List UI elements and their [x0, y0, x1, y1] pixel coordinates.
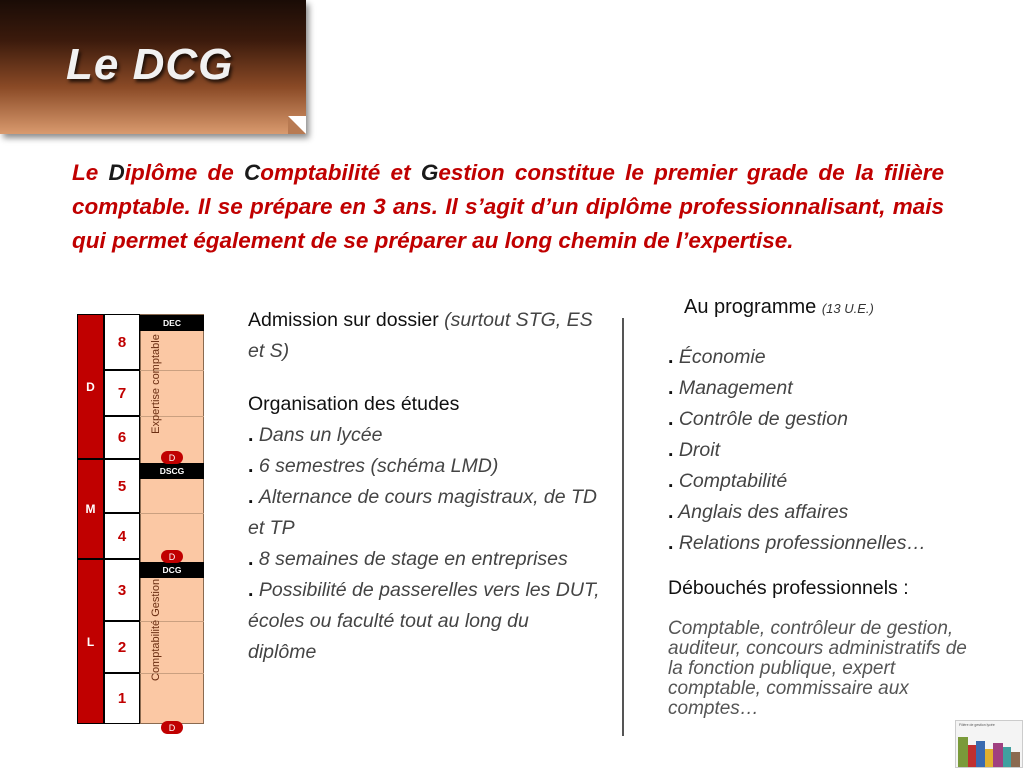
bullet: .: [248, 455, 254, 477]
intro-initial-d: D: [108, 160, 125, 185]
degree-cell-m: M: [77, 459, 104, 559]
year-cell-8: 8: [104, 314, 140, 370]
programme-item: [668, 528, 926, 559]
bullet: .: [668, 532, 674, 554]
programme-heading: [684, 296, 874, 319]
logo-building: [976, 741, 985, 767]
programme-item-text: Droit: [678, 439, 721, 461]
banner-fold: [288, 116, 306, 134]
programme-item: [668, 373, 926, 404]
logo-building: [958, 737, 968, 767]
organisation-item: [248, 575, 600, 668]
bullet: .: [248, 579, 254, 601]
programme-item-text: Relations professionnelles…: [678, 532, 926, 554]
organisation-heading: Organisation des études: [248, 393, 460, 415]
band-label-comptabilite: Comptabilité Gestion: [150, 578, 162, 681]
organisation-item: [248, 420, 600, 451]
logo-building: [968, 745, 976, 767]
debouches-heading: Débouchés professionnels :: [668, 577, 909, 599]
programme-item: [668, 404, 926, 435]
admission-heading: Admission sur dossier: [248, 309, 439, 331]
degree-cell-d: D: [77, 314, 104, 459]
block-label-dcg: DCG: [140, 562, 204, 578]
bullet: .: [668, 470, 674, 492]
bullet: .: [668, 377, 674, 399]
block-label-dscg: DSCG: [140, 463, 204, 479]
admission-block: [248, 305, 600, 367]
intro-paragraph: [72, 156, 944, 258]
band-divider: [140, 513, 204, 514]
bullet: .: [668, 346, 674, 368]
logo-caption: Filière de gestion lycée: [959, 723, 995, 727]
bullet: .: [668, 501, 674, 523]
programme-item-text: Économie: [678, 346, 766, 368]
intro-part-4: estion constitue le premier grade de la filière comptable. Il se prépare en 3 ans. Il s’agit d’un diplôme professionnalisant, mais qui permet également de se préparer au long chemin de l’expertise.: [72, 160, 944, 253]
programme-item-text: Management: [678, 377, 793, 399]
intro-part-2: iplôme de: [124, 160, 245, 185]
year-cell-2: 2: [104, 621, 140, 673]
organisation-item: [248, 544, 600, 575]
programme-item: [668, 342, 926, 373]
admission-organisation-column: [248, 305, 600, 668]
diploma-pill: D: [161, 550, 183, 563]
programme-item: [668, 497, 926, 528]
bullet: .: [668, 408, 674, 430]
diploma-pill: D: [161, 721, 183, 734]
vertical-divider: [622, 318, 624, 736]
logo-building: [993, 743, 1003, 767]
programme-item-text: Contrôle de gestion: [678, 408, 848, 430]
logo-building: [985, 749, 993, 767]
band-label-expertise: Expertise comptable: [150, 334, 162, 434]
school-logo: [955, 720, 1023, 768]
intro-part-3: omptabilité et: [260, 160, 421, 185]
intro-initial-g: G: [420, 160, 439, 185]
intro-part-1: Le: [72, 160, 109, 185]
bullet: .: [248, 548, 254, 570]
bullet: .: [248, 486, 254, 508]
year-cell-6: 6: [104, 416, 140, 459]
programme-heading-text: Au programme: [684, 296, 817, 318]
year-cell-1: 1: [104, 673, 140, 724]
programme-count: (13 U.E.): [821, 301, 874, 316]
programme-list: [668, 342, 926, 559]
block-label-dec: DEC: [140, 315, 204, 331]
diploma-pill: D: [161, 451, 183, 464]
year-cell-5: 5: [104, 459, 140, 513]
organisation-item-text: Alternance de cours magistraux, de TD et TP: [248, 486, 597, 539]
programme-item-text: Anglais des affaires: [678, 501, 849, 523]
organisation-item-text: Possibilité de passerelles vers les DUT, écoles ou faculté tout au long du diplôme: [248, 579, 600, 663]
organisation-item-text: Dans un lycée: [258, 424, 383, 446]
programme-item-text: Comptabilité: [678, 470, 788, 492]
bullet: .: [668, 439, 674, 461]
year-cell-7: 7: [104, 370, 140, 416]
programme-item: [668, 435, 926, 466]
organisation-item-text: 6 semestres (schéma LMD): [258, 455, 499, 477]
organisation-item: [248, 451, 600, 482]
logo-building: [1003, 747, 1011, 767]
debouches-text: Comptable, contrôleur de gestion, auditeur, concours administratifs de la fonction publique, expert comptable, commissaire aux comptes…: [668, 618, 967, 719]
admission-note: (surtout STG, ES et S): [248, 309, 593, 362]
logo-building: [1011, 752, 1020, 767]
slide-title: Le DCG: [66, 40, 234, 89]
degree-cell-l: L: [77, 559, 104, 724]
year-cell-4: 4: [104, 513, 140, 559]
bullet: .: [248, 424, 254, 446]
organisation-item-text: 8 semaines de stage en entreprises: [258, 548, 568, 570]
programme-item: [668, 466, 926, 497]
organisation-item: [248, 482, 600, 544]
intro-initial-c: C: [244, 160, 261, 185]
year-cell-3: 3: [104, 559, 140, 621]
